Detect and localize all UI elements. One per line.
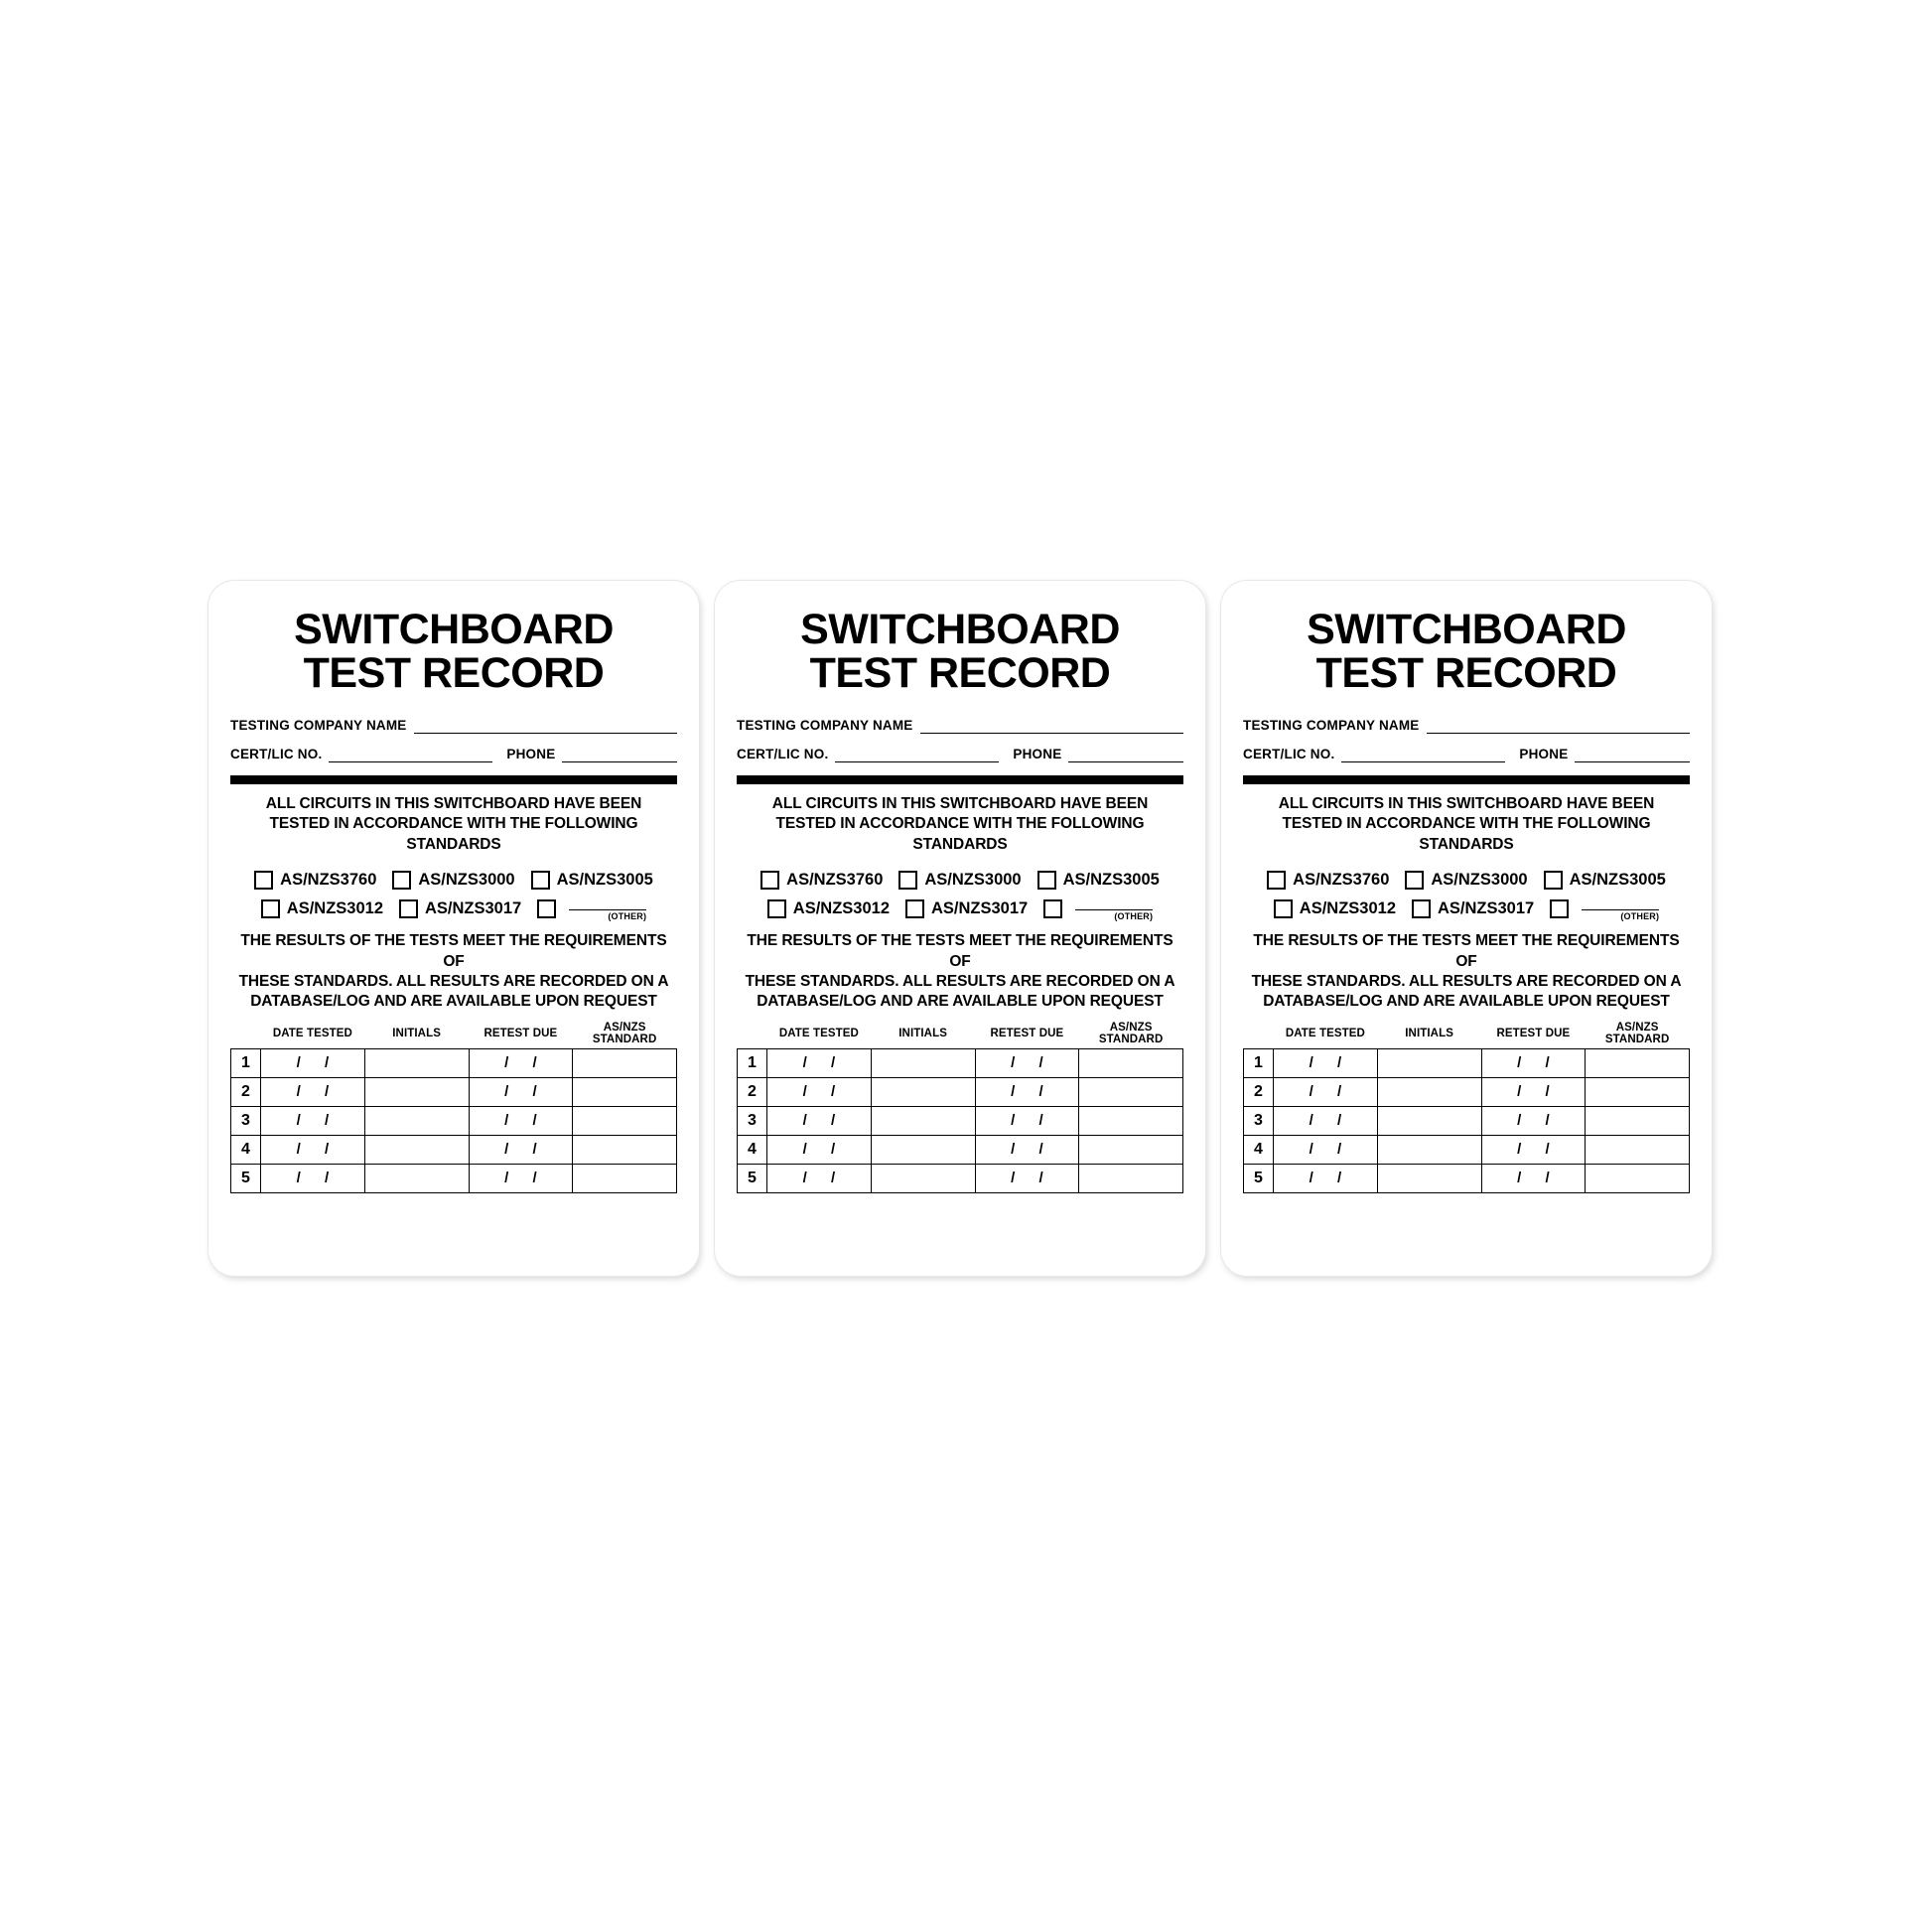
table-row [738,1077,1183,1106]
standard-option-as-nzs3000[interactable] [392,871,514,890]
standard-option-as-nzs3760[interactable] [254,871,376,890]
label-sheet [208,581,1727,1276]
cell-initials[interactable] [364,1077,469,1106]
page-title [1243,606,1690,697]
phone-label: PHONE [1013,746,1062,761]
cert-no-input[interactable] [329,749,492,762]
checkbox-icon[interactable] [767,899,786,918]
column-header-retest-due: RETEST DUE [483,1027,558,1039]
standard-label: AS/NZS3017 [1438,899,1535,918]
cell-date-tested[interactable]: / / [261,1106,365,1135]
title-line-2: TEST RECORD [809,648,1111,697]
standard-label: AS/NZS3012 [1299,899,1396,918]
column-header-initials: INITIALS [392,1027,441,1039]
standard-option-as-nzs3017[interactable] [1412,899,1534,918]
standard-label: AS/NZS3005 [1062,871,1160,890]
results-line-3: DATABASE/LOG AND ARE AVAILABLE UPON REQUEST [250,993,657,1011]
standard-option-as-nzs3005[interactable] [531,871,653,890]
row-number: 2 [738,1077,767,1106]
row-number: 4 [1244,1135,1274,1164]
cell-standard[interactable] [573,1106,677,1135]
cell-date-tested[interactable]: / / [767,1077,872,1106]
checkbox-icon[interactable] [261,899,280,918]
title-line-1: SWITCHBOARD [1307,606,1626,653]
column-header-retest-due: RETEST DUE [1496,1027,1571,1039]
cell-standard[interactable] [1586,1048,1690,1077]
column-header-date-tested: DATE TESTED [1285,1027,1365,1039]
standard-label: AS/NZS3017 [931,899,1029,918]
cell-initials[interactable] [1377,1106,1481,1135]
cell-retest-due[interactable]: / / [1481,1048,1586,1077]
checkbox-icon[interactable] [1274,899,1293,918]
standard-option-as-nzs3017[interactable] [399,899,521,918]
standard-option-as-nzs3000[interactable] [1405,871,1527,890]
standard-label: AS/NZS3017 [425,899,522,918]
cert-phone-field-row [737,747,1183,762]
table-row [231,1106,677,1135]
results-line-2: THESE STANDARDS. ALL RESULTS ARE RECORDED ON A [745,972,1175,990]
phone-input[interactable] [562,749,677,762]
standard-label: AS/NZS3005 [1569,871,1666,890]
cert-phone-field-row [230,747,677,762]
title-line-2: TEST RECORD [1315,648,1617,697]
standard-label: AS/NZS3760 [786,871,884,890]
row-number: 5 [231,1164,261,1192]
test-log-table [737,1022,1183,1193]
cell-retest-due[interactable]: / / [1481,1164,1586,1192]
cell-retest-due[interactable]: / / [469,1077,573,1106]
cell-standard[interactable] [1079,1077,1183,1106]
standard-label: AS/NZS3000 [1431,871,1528,890]
column-header-standard: AS/NZS STANDARD [1604,1021,1670,1045]
row-number: 5 [738,1164,767,1192]
other-standard-entry[interactable] [1582,897,1659,921]
column-header-index [1244,1022,1274,1049]
cell-initials[interactable] [364,1048,469,1077]
other-caption: (OTHER) [1114,911,1154,922]
checkbox-icon[interactable] [760,871,779,890]
standard-label: AS/NZS3012 [286,899,383,918]
cell-date-tested[interactable]: / / [1274,1164,1378,1192]
cell-standard[interactable] [1586,1135,1690,1164]
other-standard-entry[interactable] [1075,897,1153,921]
cert-no-label: CERT/LIC NO. [1243,746,1335,761]
cell-standard[interactable] [573,1048,677,1077]
row-number: 3 [231,1106,261,1135]
other-caption: (OTHER) [608,911,647,922]
cell-date-tested[interactable]: / / [261,1048,365,1077]
checkbox-icon[interactable] [1043,899,1062,918]
checkbox-icon[interactable] [905,899,924,918]
table-row [231,1164,677,1192]
results-line-2: THESE STANDARDS. ALL RESULTS ARE RECORDED ON A [1251,972,1682,990]
row-number: 1 [231,1048,261,1077]
phone-label: PHONE [506,746,556,761]
statement-line-2: TESTED IN ACCORDANCE WITH THE FOLLOWING STANDARDS [775,815,1145,853]
column-header-index [738,1022,767,1049]
cell-initials[interactable] [871,1077,975,1106]
cell-retest-due[interactable]: / / [975,1048,1079,1077]
phone-label: PHONE [1519,746,1569,761]
standards-row-2 [737,897,1183,921]
table-header-row [231,1022,677,1049]
cert-no-label: CERT/LIC NO. [737,746,829,761]
standard-option-other[interactable] [537,897,646,921]
checkbox-icon[interactable] [1544,871,1563,890]
cell-standard[interactable] [1079,1048,1183,1077]
checkbox-icon[interactable] [1405,871,1424,890]
checkbox-icon[interactable] [399,899,418,918]
standard-option-as-nzs3000[interactable] [898,871,1021,890]
cell-retest-due[interactable]: / / [975,1164,1079,1192]
checkbox-icon[interactable] [531,871,550,890]
company-name-input[interactable] [414,720,677,734]
results-statement [737,931,1183,1013]
statement-line-1: ALL CIRCUITS IN THIS SWITCHBOARD HAVE BEEN [771,794,1149,812]
cell-standard[interactable] [1586,1164,1690,1192]
standards-row-2 [230,897,677,921]
table-row [738,1135,1183,1164]
cell-standard[interactable] [573,1135,677,1164]
cell-date-tested[interactable]: / / [767,1048,872,1077]
cell-standard[interactable] [1079,1135,1183,1164]
switchboard-test-record-label [715,581,1205,1276]
cell-retest-due[interactable]: / / [1481,1077,1586,1106]
standard-option-other[interactable] [1550,897,1659,921]
standards-row-1 [1243,871,1690,890]
company-name-field-row [737,718,1183,734]
standards-checkbox-grid [230,864,677,921]
cell-initials[interactable] [1377,1135,1481,1164]
standards-checkbox-grid [737,864,1183,921]
statement-line-1: ALL CIRCUITS IN THIS SWITCHBOARD HAVE BEEN [265,794,642,812]
standard-label: AS/NZS3000 [418,871,515,890]
cell-date-tested[interactable]: / / [1274,1077,1378,1106]
checkbox-icon[interactable] [1412,899,1431,918]
table-row [1244,1106,1690,1135]
standard-option-as-nzs3012[interactable] [261,899,383,918]
cell-standard[interactable] [1586,1077,1690,1106]
column-header-date-tested: DATE TESTED [272,1027,352,1039]
standard-option-as-nzs3012[interactable] [767,899,890,918]
cell-date-tested[interactable]: / / [261,1077,365,1106]
standards-checkbox-grid [1243,864,1690,921]
cell-initials[interactable] [1377,1048,1481,1077]
table-row [1244,1164,1690,1192]
title-line-2: TEST RECORD [303,648,605,697]
cell-initials[interactable] [1377,1077,1481,1106]
cell-initials[interactable] [1377,1164,1481,1192]
column-header-index [231,1022,261,1049]
cell-date-tested[interactable]: / / [767,1164,872,1192]
cert-phone-field-row [1243,747,1690,762]
compliance-statement [230,794,677,855]
test-log-table [230,1022,677,1193]
results-line-1: THE RESULTS OF THE TESTS MEET THE REQUIREMENTS OF [240,932,667,970]
page-title [737,606,1183,697]
column-header-standard: AS/NZS STANDARD [1098,1021,1164,1045]
checkbox-icon[interactable] [1037,871,1056,890]
table-header-row [1244,1022,1690,1049]
cell-date-tested[interactable]: / / [767,1106,872,1135]
page-title [230,606,677,697]
cell-retest-due[interactable]: / / [975,1106,1079,1135]
compliance-statement [737,794,1183,855]
standard-option-as-nzs3760[interactable] [1267,871,1389,890]
row-number: 4 [231,1135,261,1164]
column-header-initials: INITIALS [898,1027,947,1039]
cell-date-tested[interactable]: / / [261,1164,365,1192]
standard-label: AS/NZS3760 [280,871,377,890]
checkbox-icon[interactable] [537,899,556,918]
results-line-1: THE RESULTS OF THE TESTS MEET THE REQUIREMENTS OF [747,932,1173,970]
cert-no-label: CERT/LIC NO. [230,746,323,761]
statement-line-2: TESTED IN ACCORDANCE WITH THE FOLLOWING STANDARDS [1282,815,1651,853]
cert-no-input[interactable] [1341,749,1505,762]
cell-initials[interactable] [871,1135,975,1164]
cell-initials[interactable] [364,1164,469,1192]
cell-initials[interactable] [871,1048,975,1077]
standards-row-2 [1243,897,1690,921]
other-standard-input[interactable] [1582,897,1659,910]
standard-option-as-nzs3760[interactable] [760,871,883,890]
checkbox-icon[interactable] [254,871,273,890]
cell-standard[interactable] [573,1164,677,1192]
checkbox-icon[interactable] [1550,899,1569,918]
results-line-1: THE RESULTS OF THE TESTS MEET THE REQUIREMENTS OF [1253,932,1680,970]
cell-retest-due[interactable]: / / [975,1135,1079,1164]
row-number: 3 [1244,1106,1274,1135]
cell-initials[interactable] [871,1106,975,1135]
column-header-standard: AS/NZS STANDARD [592,1021,657,1045]
phone-input[interactable] [1575,749,1690,762]
title-line-1: SWITCHBOARD [800,606,1120,653]
divider-bar [737,775,1183,784]
table-row [738,1106,1183,1135]
table-row [1244,1077,1690,1106]
title-line-1: SWITCHBOARD [294,606,614,653]
standard-option-as-nzs3012[interactable] [1274,899,1396,918]
standard-label: AS/NZS3005 [556,871,653,890]
cell-retest-due[interactable]: / / [469,1164,573,1192]
checkbox-icon[interactable] [392,871,411,890]
standard-option-as-nzs3005[interactable] [1544,871,1666,890]
cell-standard[interactable] [1079,1106,1183,1135]
cell-date-tested[interactable]: / / [1274,1106,1378,1135]
standard-option-as-nzs3017[interactable] [905,899,1028,918]
cell-standard[interactable] [1586,1106,1690,1135]
company-name-input[interactable] [1427,720,1690,734]
cell-initials[interactable] [364,1135,469,1164]
company-name-label: TESTING COMPANY NAME [230,717,407,733]
phone-input[interactable] [1068,749,1183,762]
column-header-date-tested: DATE TESTED [778,1027,859,1039]
table-row [231,1135,677,1164]
table-row [1244,1135,1690,1164]
test-log-table [1243,1022,1690,1193]
other-caption: (OTHER) [1620,911,1660,922]
table-row [231,1048,677,1077]
divider-bar [1243,775,1690,784]
other-standard-input[interactable] [1075,897,1153,910]
compliance-statement [1243,794,1690,855]
standard-label: AS/NZS3012 [792,899,890,918]
cell-date-tested[interactable]: / / [1274,1048,1378,1077]
other-standard-entry[interactable] [569,897,646,921]
results-statement [230,931,677,1013]
statement-line-1: ALL CIRCUITS IN THIS SWITCHBOARD HAVE BEEN [1278,794,1655,812]
cell-retest-due[interactable]: / / [1481,1135,1586,1164]
cell-retest-due[interactable]: / / [469,1135,573,1164]
checkbox-icon[interactable] [1267,871,1286,890]
cell-retest-due[interactable]: / / [469,1048,573,1077]
row-number: 2 [231,1077,261,1106]
cell-retest-due[interactable]: / / [975,1077,1079,1106]
standard-label: AS/NZS3000 [924,871,1022,890]
table-header-row [738,1022,1183,1049]
divider-bar [230,775,677,784]
company-name-label: TESTING COMPANY NAME [1243,717,1420,733]
company-name-label: TESTING COMPANY NAME [737,717,913,733]
cell-standard[interactable] [1079,1164,1183,1192]
company-name-field-row [1243,718,1690,734]
results-statement [1243,931,1690,1013]
table-row [231,1077,677,1106]
cell-initials[interactable] [364,1106,469,1135]
standard-option-as-nzs3005[interactable] [1037,871,1160,890]
results-line-3: DATABASE/LOG AND ARE AVAILABLE UPON REQUEST [1263,993,1670,1011]
table-row [738,1164,1183,1192]
company-name-field-row [230,718,677,734]
cell-retest-due[interactable]: / / [469,1106,573,1135]
column-header-initials: INITIALS [1405,1027,1453,1039]
row-number: 3 [738,1106,767,1135]
cell-date-tested[interactable]: / / [767,1135,872,1164]
row-number: 1 [738,1048,767,1077]
cell-initials[interactable] [871,1164,975,1192]
checkbox-icon[interactable] [898,871,917,890]
switchboard-test-record-label [1221,581,1712,1276]
cell-retest-due[interactable]: / / [1481,1106,1586,1135]
standards-row-1 [230,871,677,890]
standard-label: AS/NZS3760 [1293,871,1390,890]
column-header-retest-due: RETEST DUE [990,1027,1064,1039]
row-number: 4 [738,1135,767,1164]
company-name-input[interactable] [920,720,1183,734]
results-line-3: DATABASE/LOG AND ARE AVAILABLE UPON REQUEST [757,993,1164,1011]
switchboard-test-record-label [208,581,699,1276]
cell-standard[interactable] [573,1077,677,1106]
row-number: 5 [1244,1164,1274,1192]
results-line-2: THESE STANDARDS. ALL RESULTS ARE RECORDED ON A [238,972,669,990]
row-number: 1 [1244,1048,1274,1077]
table-row [738,1048,1183,1077]
cell-date-tested[interactable]: / / [261,1135,365,1164]
standards-row-1 [737,871,1183,890]
cert-no-input[interactable] [835,749,999,762]
statement-line-2: TESTED IN ACCORDANCE WITH THE FOLLOWING STANDARDS [269,815,638,853]
standard-option-other[interactable] [1043,897,1153,921]
cell-date-tested[interactable]: / / [1274,1135,1378,1164]
table-row [1244,1048,1690,1077]
other-standard-input[interactable] [569,897,646,910]
row-number: 2 [1244,1077,1274,1106]
